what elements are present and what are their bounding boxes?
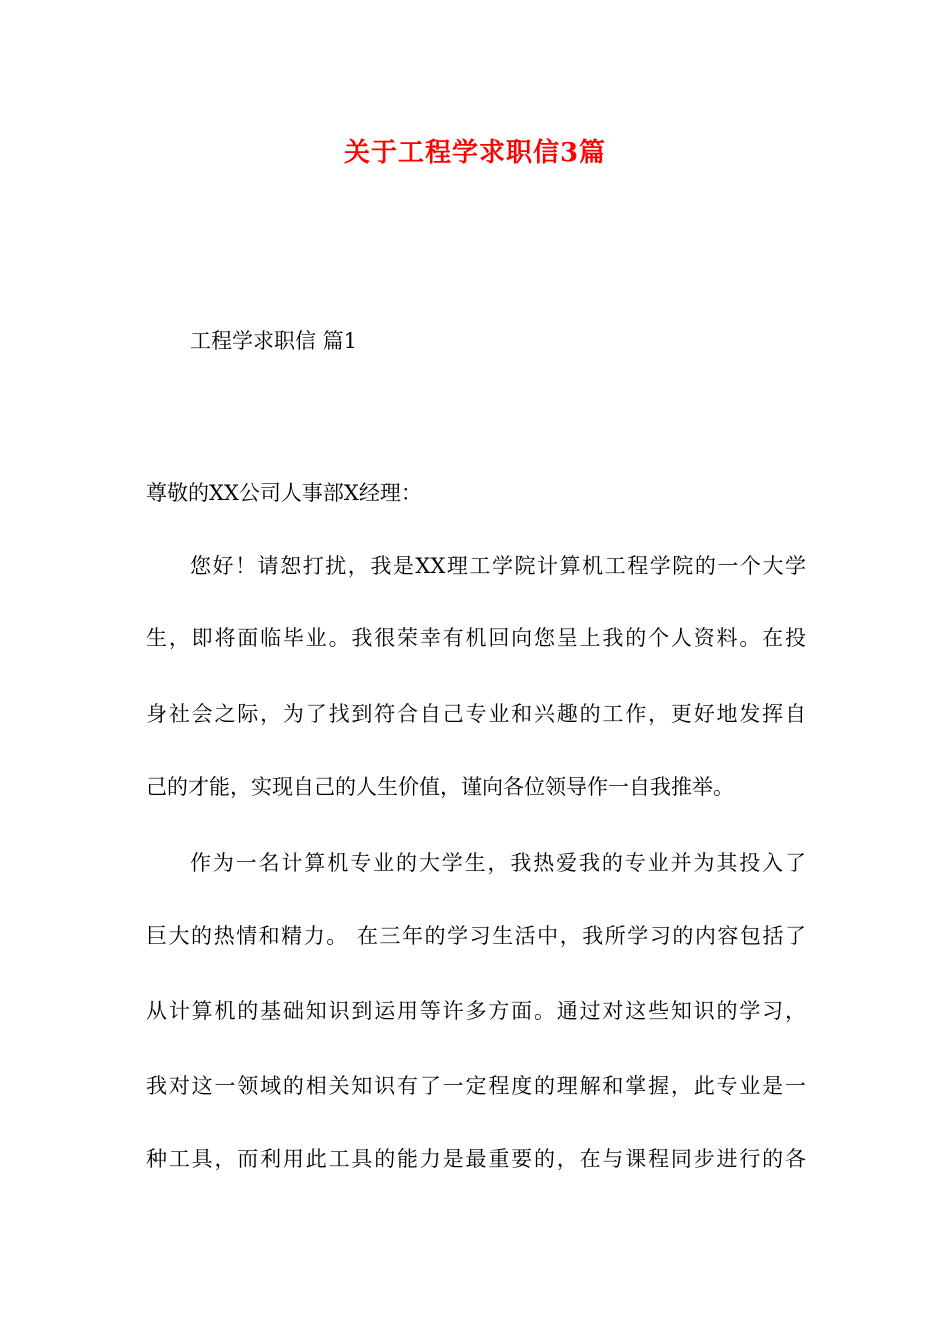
paragraph-line: 作为一名计算机专业的大学生，我热爱我的专业并为其投入了 [190, 851, 806, 875]
paragraph-line: 种工具，而利用此工具的能力是最重要的，在与课程同步进行的各 [146, 1147, 806, 1171]
paragraph-line: 巨大的热情和精力。 在三年的学习生活中，我所学习的内容包括了 [146, 924, 806, 948]
paragraph-line: 我对这一领域的相关知识有了一定程度的理解和掌握，此专业是一 [146, 1074, 806, 1098]
paragraph-line: 己的才能，实现自己的人生价值，谨向各位领导作一自我推举。 [146, 775, 734, 799]
paragraph-line: 从计算机的基础知识到运用等许多方面。通过对这些知识的学习， [146, 999, 806, 1023]
letter-salutation: 尊敬的XX公司人事部X经理： [146, 481, 422, 505]
paragraph-line: 生，即将面临毕业。我很荣幸有机回向您呈上我的个人资料。在投 [146, 626, 806, 650]
section-heading: 工程学求职信 篇1 [190, 329, 358, 353]
document-title: 关于工程学求职信3篇 [343, 138, 607, 168]
paragraph-line: 身社会之际，为了找到符合自己专业和兴趣的工作，更好地发挥自 [146, 702, 806, 726]
paragraph-line: 您好！请恕打扰，我是XX理工学院计算机工程学院的一个大学 [190, 554, 806, 578]
